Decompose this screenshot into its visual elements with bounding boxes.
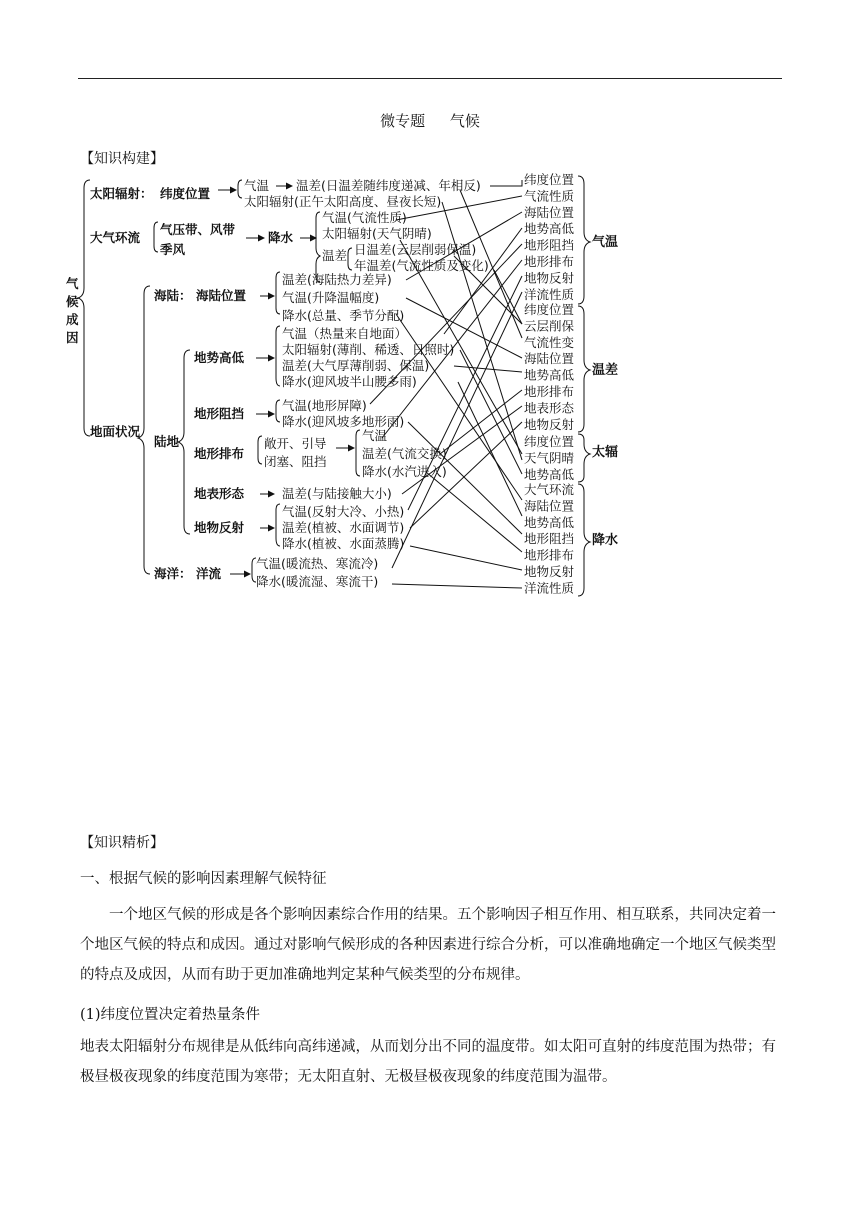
page-title: [0, 110, 860, 131]
elev-r2: 太阳辐射(薄削、稀透、日照时): [282, 342, 455, 357]
block-label: 地形阻挡: [194, 406, 245, 421]
right-rain-item: 地势高低: [524, 514, 575, 530]
header-rule: [78, 78, 782, 79]
right-temp-item: 地形排布: [524, 254, 575, 269]
ocean-r2: 降水(暖流湿、寒流干): [256, 574, 379, 589]
right-rain-item: 地形排布: [524, 547, 575, 563]
arr-r1: 气温: [362, 428, 388, 443]
ocean-r1: 气温(暖流热、寒流冷): [256, 556, 379, 571]
refl-r1: 气温(反射大冷、小热): [282, 504, 405, 519]
sun-r2: 太阳辐射(正午太阳高度、昼夜长短): [244, 194, 442, 209]
right-temp-item: 地形阻挡: [524, 237, 575, 253]
sealand-r3: 降水(总量、季节分配): [282, 308, 405, 323]
atm-r2: 太阳辐射(天气阴晴): [322, 226, 432, 241]
arr-r3: 降水(水汽进入): [362, 464, 447, 479]
right-diff-label: 温差: [592, 363, 619, 378]
right-rain-item: 海陆位置: [524, 498, 575, 514]
right-diff-item: 海陆位置: [524, 351, 575, 367]
right-diff-item: 地势高低: [524, 367, 575, 383]
elev-r3: 温差(大气厚薄削弱、保温): [282, 358, 430, 373]
right-temp-item: 地物反射: [524, 270, 575, 286]
form-label: 地表形态: [194, 486, 245, 501]
title-main: 气候: [449, 112, 480, 130]
elev-r1: 气温（热量来自地面）: [282, 326, 408, 341]
right-rad-label: 太辐: [592, 445, 619, 460]
ocean-item: 洋流: [196, 566, 222, 581]
right-rain-item: 地形阻挡: [524, 531, 575, 547]
land-label: 陆地: [154, 434, 180, 449]
sealand-item: 海陆位置: [196, 288, 247, 303]
right-rain-label: 降水: [592, 533, 619, 548]
heading-2: (1)纬度位置决定着热量条件: [80, 1007, 261, 1023]
sun-item: 纬度位置: [160, 186, 211, 201]
atm-item2: 季风: [160, 242, 186, 257]
sealand-label: 海陆：: [154, 288, 192, 303]
sealand-r2: 气温(升降温幅度): [282, 290, 380, 305]
paragraph-2: 地表太阳辐射分布规律是从低纬向高纬递减，从而划分出不同的温度带。如太阳可直射的纬度范围为热带；有极昼极夜现象的纬度范围为寒带；无太阳直射、无极昼极夜现象的纬度范围为温带。: [80, 1039, 776, 1085]
block-r2: 降水(迎风坡多地形雨): [282, 414, 405, 429]
atm-label: 大气环流: [90, 230, 141, 245]
section-knowledge-analysis: 【知识精析】: [80, 835, 164, 851]
right-diff-item: 云层削保: [524, 318, 575, 334]
refl-r3: 降水(植被、水面蒸腾): [282, 536, 405, 551]
right-diff-item: 地表形态: [524, 400, 575, 416]
atm-r3a: 日温差(云层削弱保温): [354, 242, 477, 257]
right-temp-item: 海陆位置: [524, 204, 575, 220]
right-rad-item: 地势高低: [524, 466, 575, 482]
form-r1: 温差(与陆接触大小): [282, 486, 392, 501]
atm-mid: 降水: [268, 230, 294, 245]
root-label-2: 候: [66, 294, 79, 309]
right-temp-label: 气温: [592, 235, 619, 250]
refl-r2: 温差(植被、水面调节): [282, 520, 405, 535]
atm-r3: 温差: [322, 248, 348, 263]
right-rad-item: 纬度位置: [524, 434, 575, 449]
sun-label: 太阳辐射：: [90, 186, 153, 201]
sun-r1: 气温: [244, 178, 270, 193]
title-prefix: 微专题: [380, 112, 426, 130]
right-temp-item: 纬度位置: [524, 172, 575, 187]
right-rad-item: 天气阴晴: [524, 450, 575, 466]
sun-r1b: 温差(日温差随纬度递减、年相反): [296, 178, 481, 193]
right-diff-item: 地物反射: [524, 416, 575, 432]
right-rain-item: 地物反射: [524, 564, 575, 579]
climate-cause-diagram: [60, 168, 630, 600]
right-diff-item: 纬度位置: [524, 302, 575, 317]
ground-label: 地面状况: [90, 424, 141, 439]
right-diff-item: 地形排布: [524, 384, 575, 399]
atm-item1: 气压带、风带: [160, 222, 236, 237]
ocean-label: 海洋：: [154, 566, 192, 581]
right-temp-item: 洋流性质: [524, 286, 575, 302]
heading-1: 一、根据气候的影响因素理解气候特征: [80, 871, 327, 887]
arr-r2: 温差(气流交换): [362, 446, 447, 461]
sealand-r1: 温差(海陆热力差异): [282, 272, 392, 287]
refl-label: 地物反射: [194, 520, 245, 535]
paragraph-1: 一个地区气候的形成是各个影响因素综合作用的结果。五个影响因子相互作用、相互联系，共同决定着一个地区气候的特点和成因。通过对影响气候形成的各种因素进行综合分析，可以准确地确定一个地区气候类型的特点及成因，从而有助于更加准确地判定某种气候类型的分布规律。: [80, 907, 776, 983]
block-r1: 气温(地形屏障): [282, 398, 367, 413]
root-label-3: 成: [66, 312, 79, 327]
right-rain-item: 洋流性质: [524, 580, 575, 596]
root-label-1: 气: [66, 276, 79, 291]
arr-a: 敞开、引导: [264, 436, 327, 451]
atm-r1: 气温(气流性质): [322, 210, 407, 225]
elev-r4: 降水(迎风坡半山腰多雨): [282, 374, 417, 389]
right-temp-item: 地势高低: [524, 221, 575, 237]
elev-label: 地势高低: [194, 350, 245, 365]
atm-r3b: 年温差(气流性质及变化): [354, 258, 489, 273]
arr-b: 闭塞、阻挡: [264, 454, 327, 469]
section-knowledge-build: 【知识构建】: [80, 151, 164, 167]
right-diff-item: 气流性变: [524, 334, 575, 350]
right-temp-item: 气流性质: [524, 188, 575, 204]
right-rain-item: 大气环流: [524, 482, 575, 497]
arr-label: 地形排布: [194, 446, 245, 461]
root-label-4: 因: [66, 330, 79, 345]
